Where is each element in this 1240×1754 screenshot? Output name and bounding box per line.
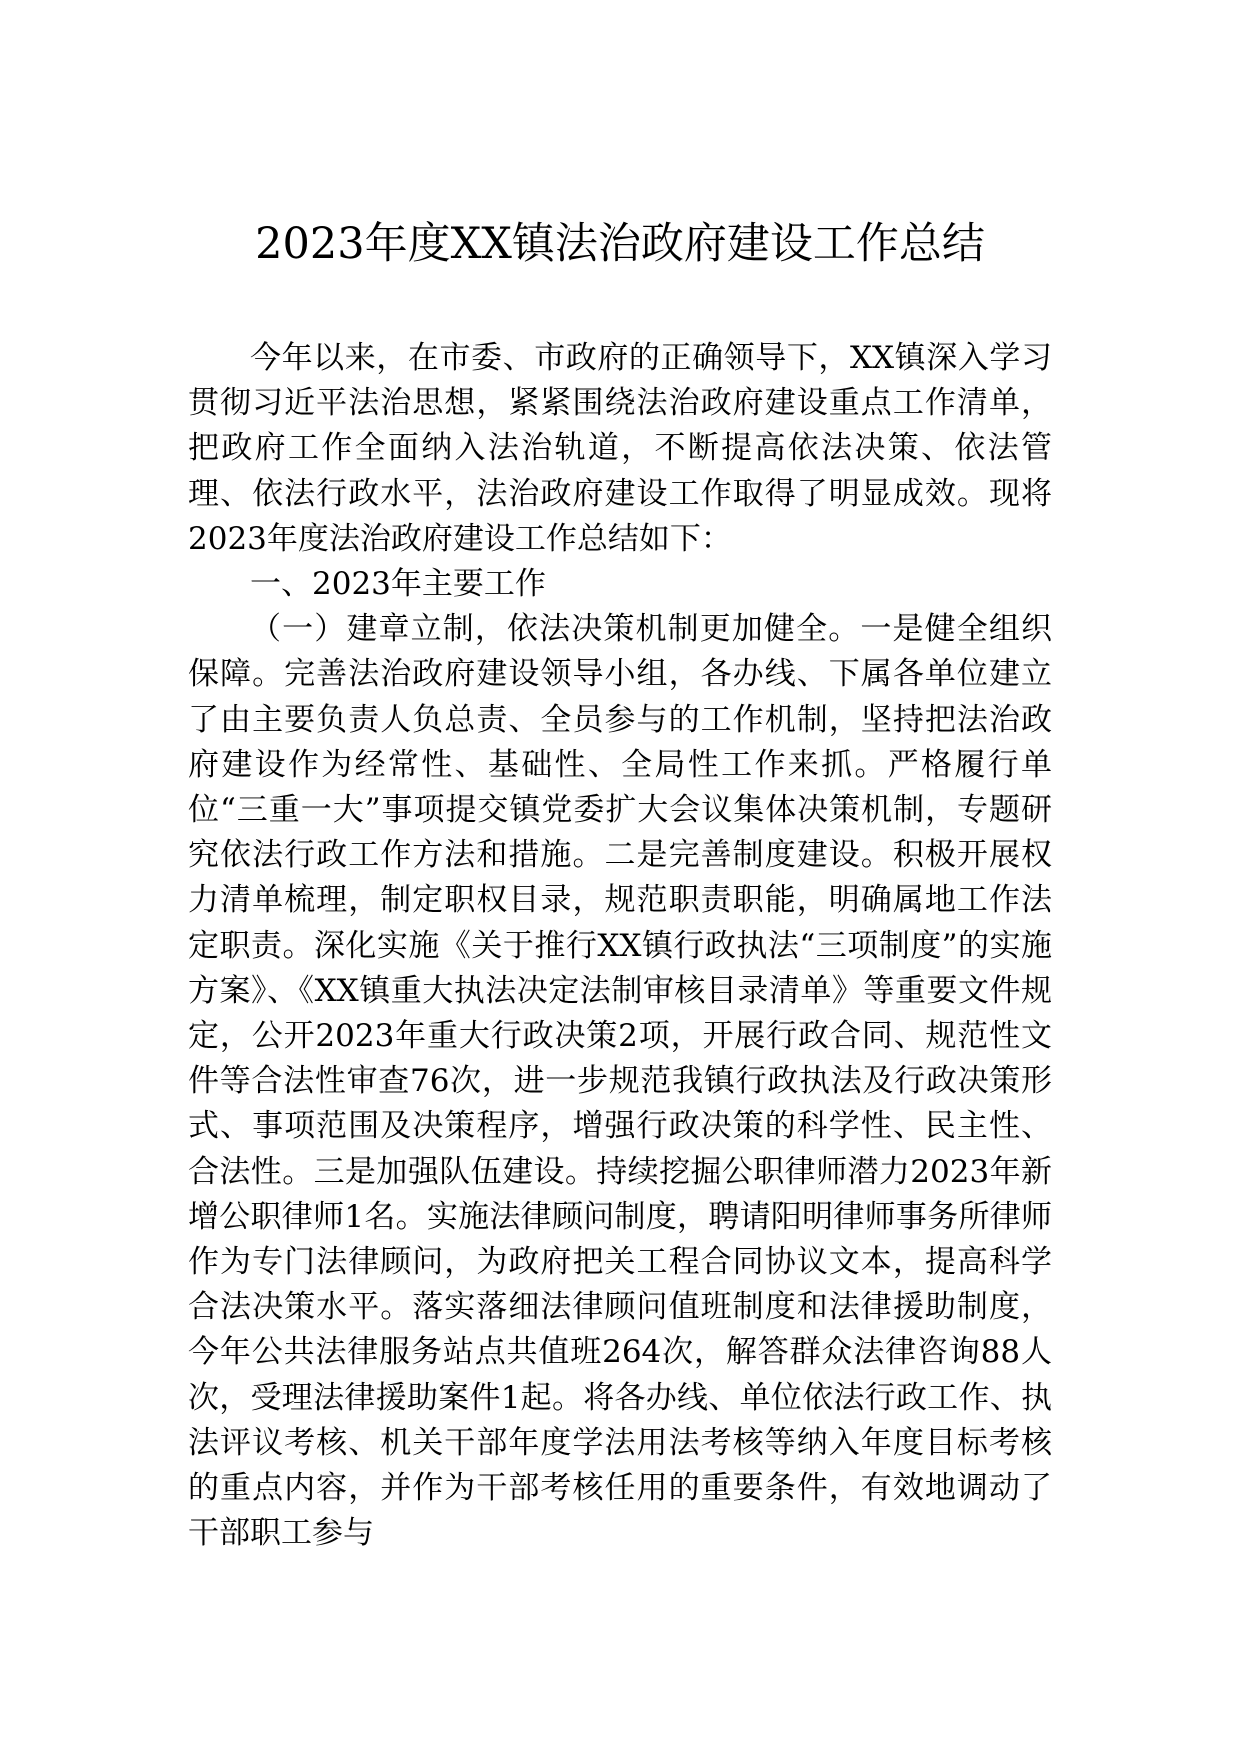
section-1-1-paragraph: （一）建章立制，依法决策机制更加健全。一是健全组织保障。完善法治政府建设领导小组，各办线、下属各单位建立了由主要负责人负总责、全员参与的工作机制，坚持把法治政府建设作为经常性、基础性、全局性工作来抓。严格履行单位“三重一大”事项提交镇党委扩大会议集体决策机制，专题研究依法行政工作方法和措施。二是完善制度建设。积极开展权力清单梳理，制定职权目录，规范职责职能，明确属地工作法定职责。深化实施《关于推行XX镇行政执法“三项制度”的实施方案》、《XX镇重大执法决定法制审核目录清单》等重要文件规定，公开2023年重大行政决策2项，开展行政合同、规范性文件等合法性审查76次，进一步规范我镇行政执法及行政决策形式、事项范围及决策程序，增强行政决策的科学性、民主性、合法性。三是加强队伍建设。持续挖掘公职律师潜力2023年新增公职律师1名。实施法律顾问制度，聘请阳明律师事务所律师作为专门法律顾问，为政府把关工程合同协议文本，提高科学合法决策水平。落实落细法律顾问值班制度和法律援助制度，今年公共法律服务站点共值班264次，解答群众法律咨询88人次，受理法律援助案件1起。将各办线、单位依法行政工作、执法评议考核、机关干部年度学法用法考核等纳入年度目标考核的重点内容，并作为干部考核任用的重要条件，有效地调动了干部职工参与: [188, 611, 1052, 1552]
section-1-heading: 一、2023年主要工作: [250, 566, 546, 603]
document-title: 2023年度XX镇法治政府建设工作总结: [255, 219, 985, 269]
intro-paragraph: 今年以来，在市委、市政府的正确领导下，XX镇深入学习贯彻习近平法治思想，紧紧围绕法治政府建设重点工作清单，把政府工作全面纳入法治轨道，不断提高依法决策、依法管理、依法行政水平，法治政府建设工作取得了明显成效。现将2023年度法治政府建设工作总结如下：: [188, 340, 1052, 557]
document-body: [188, 336, 1052, 1556]
